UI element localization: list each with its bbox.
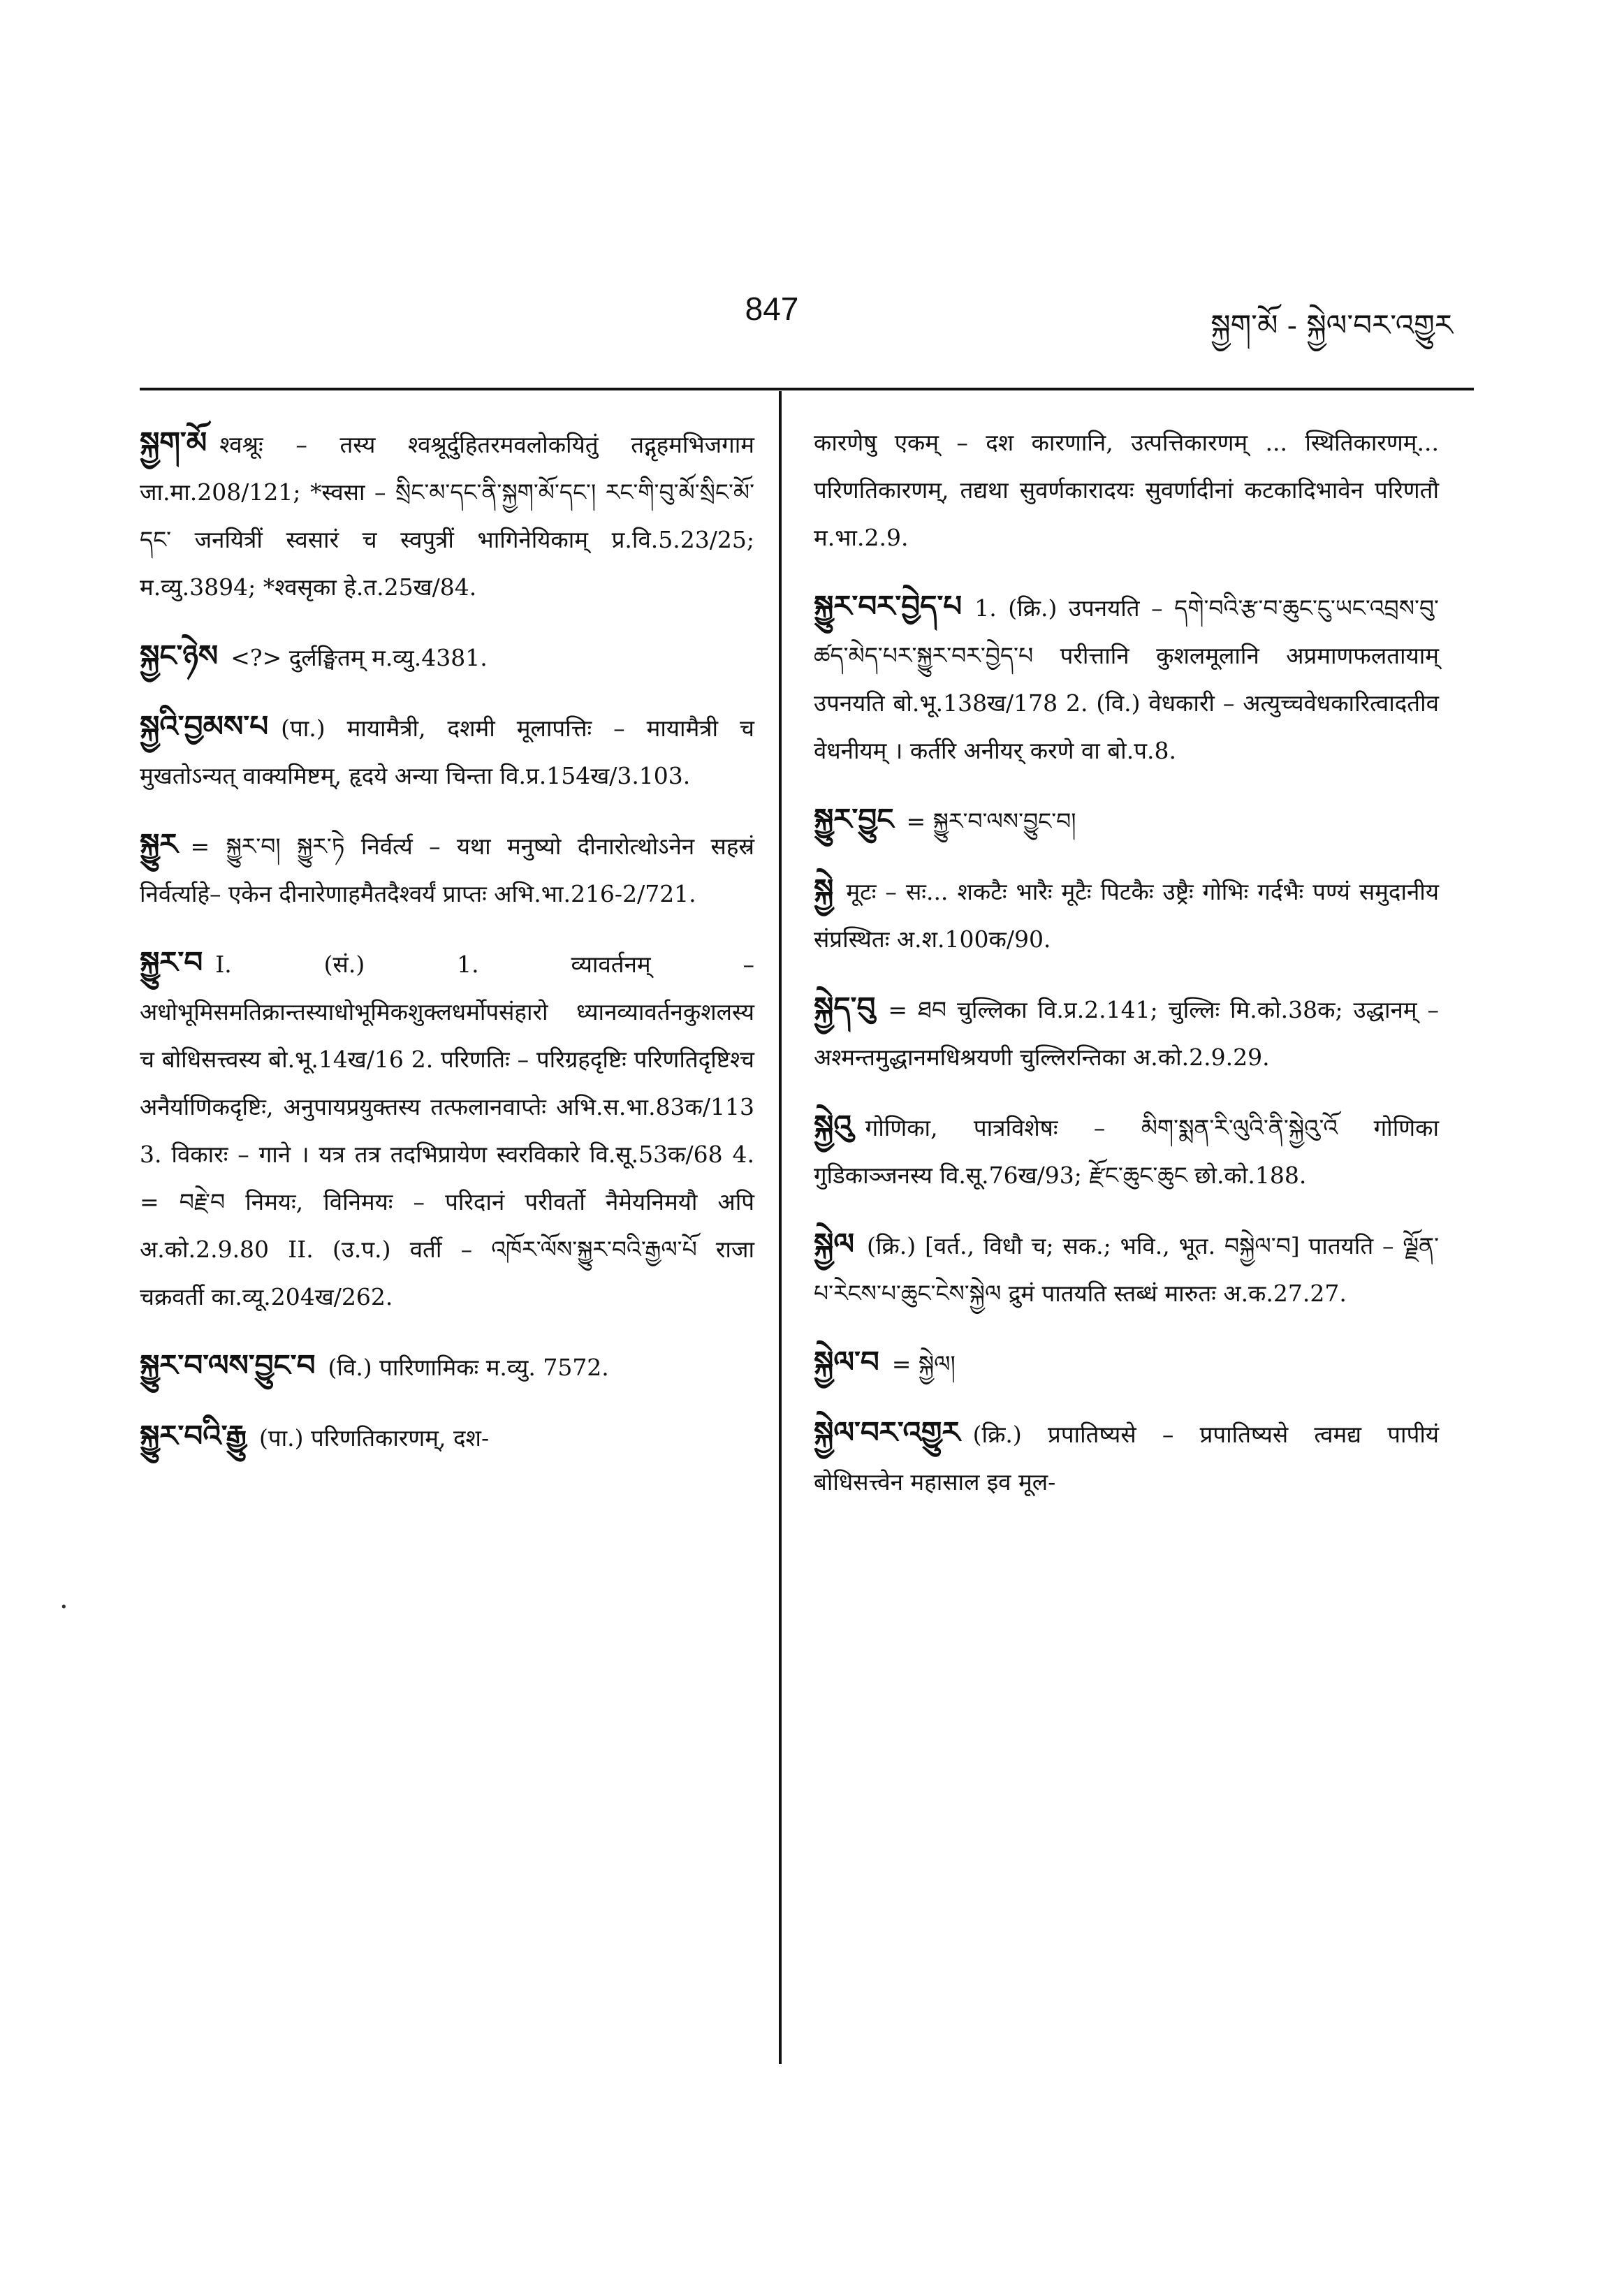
- dictionary-entry: [814, 583, 1439, 775]
- dictionary-entry: [140, 703, 754, 800]
- entry-body: = སྐྱེལ།: [891, 1350, 956, 1377]
- dictionary-entry: [814, 1409, 1439, 1506]
- entry-body: मूटः – सः... शकटैः भारैः मूटैः पिटकैः उष्ट्रैः गोभिः गर्दभैः पण्यं समुदानीय संप्रस्थितः अ.श.100क/90.: [814, 878, 1439, 953]
- left-column: [140, 419, 754, 1483]
- header-rule: [140, 388, 1474, 390]
- entry-body: = ཐབ चुल्लिका वि.प्र.2.141; चुल्लिः मि.को.38क; उद्धानम् – अश्मन्तमुद्धानमधिश्रयणी चुल्लिरन्तिका अ.को.2.9.29.: [814, 996, 1439, 1071]
- entry-headword: སྐྱུར: [140, 827, 178, 861]
- dictionary-entry: [140, 939, 754, 1321]
- entry-body: (क्रि.) प्रपातिष्यसे – प्रपातिष्यसे त्वमद्य पापीयं बोधिसत्त्वेन महासाल इव मूल-: [814, 1421, 1439, 1496]
- entry-headword: སྐྱུར་བ: [140, 945, 203, 979]
- dictionary-entry: [140, 821, 754, 918]
- dictionary-entry: [140, 419, 754, 611]
- entry-body: कारणेषु एकम् – दश कारणानि, उत्पत्तिकारणम् ... स्थितिकारणम्... परिणतिकारणम्, तद्यथा सुवर्णकारादयः सुवर्णादीनां कटकादिभावेन परिणतौ म.भा.2.9.: [814, 429, 1439, 551]
- entry-headword: སྐྱེལ་བ: [814, 1345, 879, 1379]
- entry-headword: སྐྱང་ཉེས: [140, 638, 219, 673]
- entry-body: (क्रि.) [वर्त., विधौ च; सक.; भवि., भूत. བསྐྱེལ་བ] पातयति – ལྗོན་པ་རེངས་པ་ཆུང་ངེས་སྐྱེལ द्रुमं पातयति स्तब्धं मारुतः अ.क.27.27.: [814, 1232, 1439, 1307]
- dictionary-entry: [814, 796, 1439, 845]
- dictionary-entry: [814, 1220, 1439, 1317]
- page-number: 847: [745, 291, 799, 327]
- column-divider: [779, 391, 782, 2064]
- dictionary-entry: [140, 1412, 754, 1462]
- dictionary-entry: [814, 866, 1439, 963]
- entry-headword: སྐྱེལ་བར་འགྱུར: [814, 1415, 960, 1449]
- dictionary-entry: [814, 1102, 1439, 1199]
- entry-headword: སྐྱེལ: [814, 1227, 855, 1261]
- margin-mark: ·: [59, 1591, 68, 1623]
- entry-body: (पा.) परिणतिकारणम्, दश-: [259, 1424, 490, 1452]
- entry-headword: སྐྱེད་བུ: [814, 990, 876, 1025]
- entry-headword: སྐྱག་མོ: [140, 425, 207, 460]
- entry-body: <?> दुर्लङ्घितम् म.व्यु.4381.: [231, 644, 488, 671]
- entry-body: 1. (क्रि.) उपनयति – དགེ་བའི་རྩ་བ་ཆུང་ངུ་ཡང་འབྲས་བུ་ཚད་མེད་པར་སྐྱུར་བར་བྱེད་པ परीत्तानि कुशलमूलानि अप्रमाणफलतायाम् उपनयति बो.भू.138ख/178 2. (वि.) वेधकारी – अत्युच्चवेधकारित्वादतीव वेधनीयम् । कर्तरि अनीयर् करणे वा बो.प.8.: [814, 594, 1439, 764]
- dictionary-entry-continued: [814, 419, 1439, 562]
- dictionary-entry: [814, 1338, 1439, 1388]
- right-column: [814, 419, 1439, 1527]
- running-head: སྐྱག་མོ - སྐྱེལ་བར་འགྱུར: [1210, 308, 1453, 342]
- entry-headword: སྐྱེའུ: [814, 1109, 853, 1143]
- entry-headword: སྐྱའི་བྱམས་པ: [140, 709, 269, 743]
- entry-body: श्वश्रूः – तस्य श्वश्रूर्दुहितरमवलोकयितुं तद्गृहमभिजगाम जा.मा.208/121; *स्वसा – སྲིང་མ་དང་ནི་སྐྱག་མོ་དང་། རང་གི་བུ་མོ་སྲིང་མོ་དང་ जनयित्रीं स्वसारं च स्वपुत्रीं भागिनेयिकाम् प्र.वि.5.23/25; म.व्यु.3894; *श्वसृका हे.त.25ख/84.: [140, 431, 754, 601]
- entry-body: (पा.) मायामैत्री, दशमी मूलापत्तिः – मायामैत्री च मुखतोऽन्यत् वाक्यमिष्टम्, हृदये अन्या चिन्ता वि.प्र.154ख/3.103.: [140, 715, 754, 789]
- entry-body: = སྐྱུར་བ་ལས་བྱུང་བ།: [906, 807, 1076, 835]
- dictionary-entry: [140, 632, 754, 682]
- entry-headword: སྐྱུར་བྱུང: [814, 802, 894, 836]
- entry-body: I. (सं.) 1. व्यावर्तनम् – अधोभूमिसमतिक्रान्तस्याधोभूमिकशुक्लधर्मोपसंहारो ध्यानव्यावर्तनकुशलस्य च बोधिसत्त्वस्य बो.भू.14ख/16 2. परिणतिः – परिग्रहदृष्टिः परिणतिदृष्टिश्च अनैर्याणिकदृष्टिः, अनुपायप्रयुक्तस्य तत्फलानवाप्तेः अभि.स.भा.83क/113 3. विकारः – गाने । यत्र तत्र तदभिप्रायेण स्वरविकारे वि.सू.53क/68 4. = བརྗེ་བ निमयः, विनिमयः – परिदानं परीवर्तो नैमेयनिमयौ अपि अ.को.2.9.80 II. (उ.प.) वर्ती – འཁོར་ལོས་སྐྱུར་བའི་རྒྱལ་པོ राजा चक्रवर्ती का.व्यू.204ख/262.: [140, 951, 754, 1310]
- entry-headword: སྐྱུར་བ་ལས་བྱུང་བ: [140, 1348, 316, 1382]
- entry-headword: སྐྱེ: [814, 872, 834, 907]
- dictionary-entry: [140, 1342, 754, 1391]
- entry-headword: སྐྱུར་བའི་རྒྱུ: [140, 1419, 247, 1453]
- entry-body: = སྐྱུར་བ། སྐྱུར་ཏེ निर्वर्त्य – यथा मनुष्यो दीनारोत्थोऽनेन सहस्रं निर्वर्त्याहे– एकेन दीनारेणाहमैतदैश्वर्यं प्राप्तः अभि.भा.216-2/721.: [140, 833, 754, 907]
- dictionary-entry: [814, 984, 1439, 1081]
- entry-headword: སྐྱུར་བར་བྱེད་པ: [814, 589, 963, 623]
- entry-body: गोणिका, पात्रविशेषः – མིག་སྨན་རི་ལུའི་ནི་སྐྱེའུ་འོ गोणिका गुडिकाञ्जनस्य वि.सू.76ख/93; རྫོང་ཆུང་ཆུང छो.को.188.: [814, 1114, 1439, 1189]
- entry-body: (वि.) पारिणामिकः म.व्यु. 7572.: [328, 1354, 609, 1381]
